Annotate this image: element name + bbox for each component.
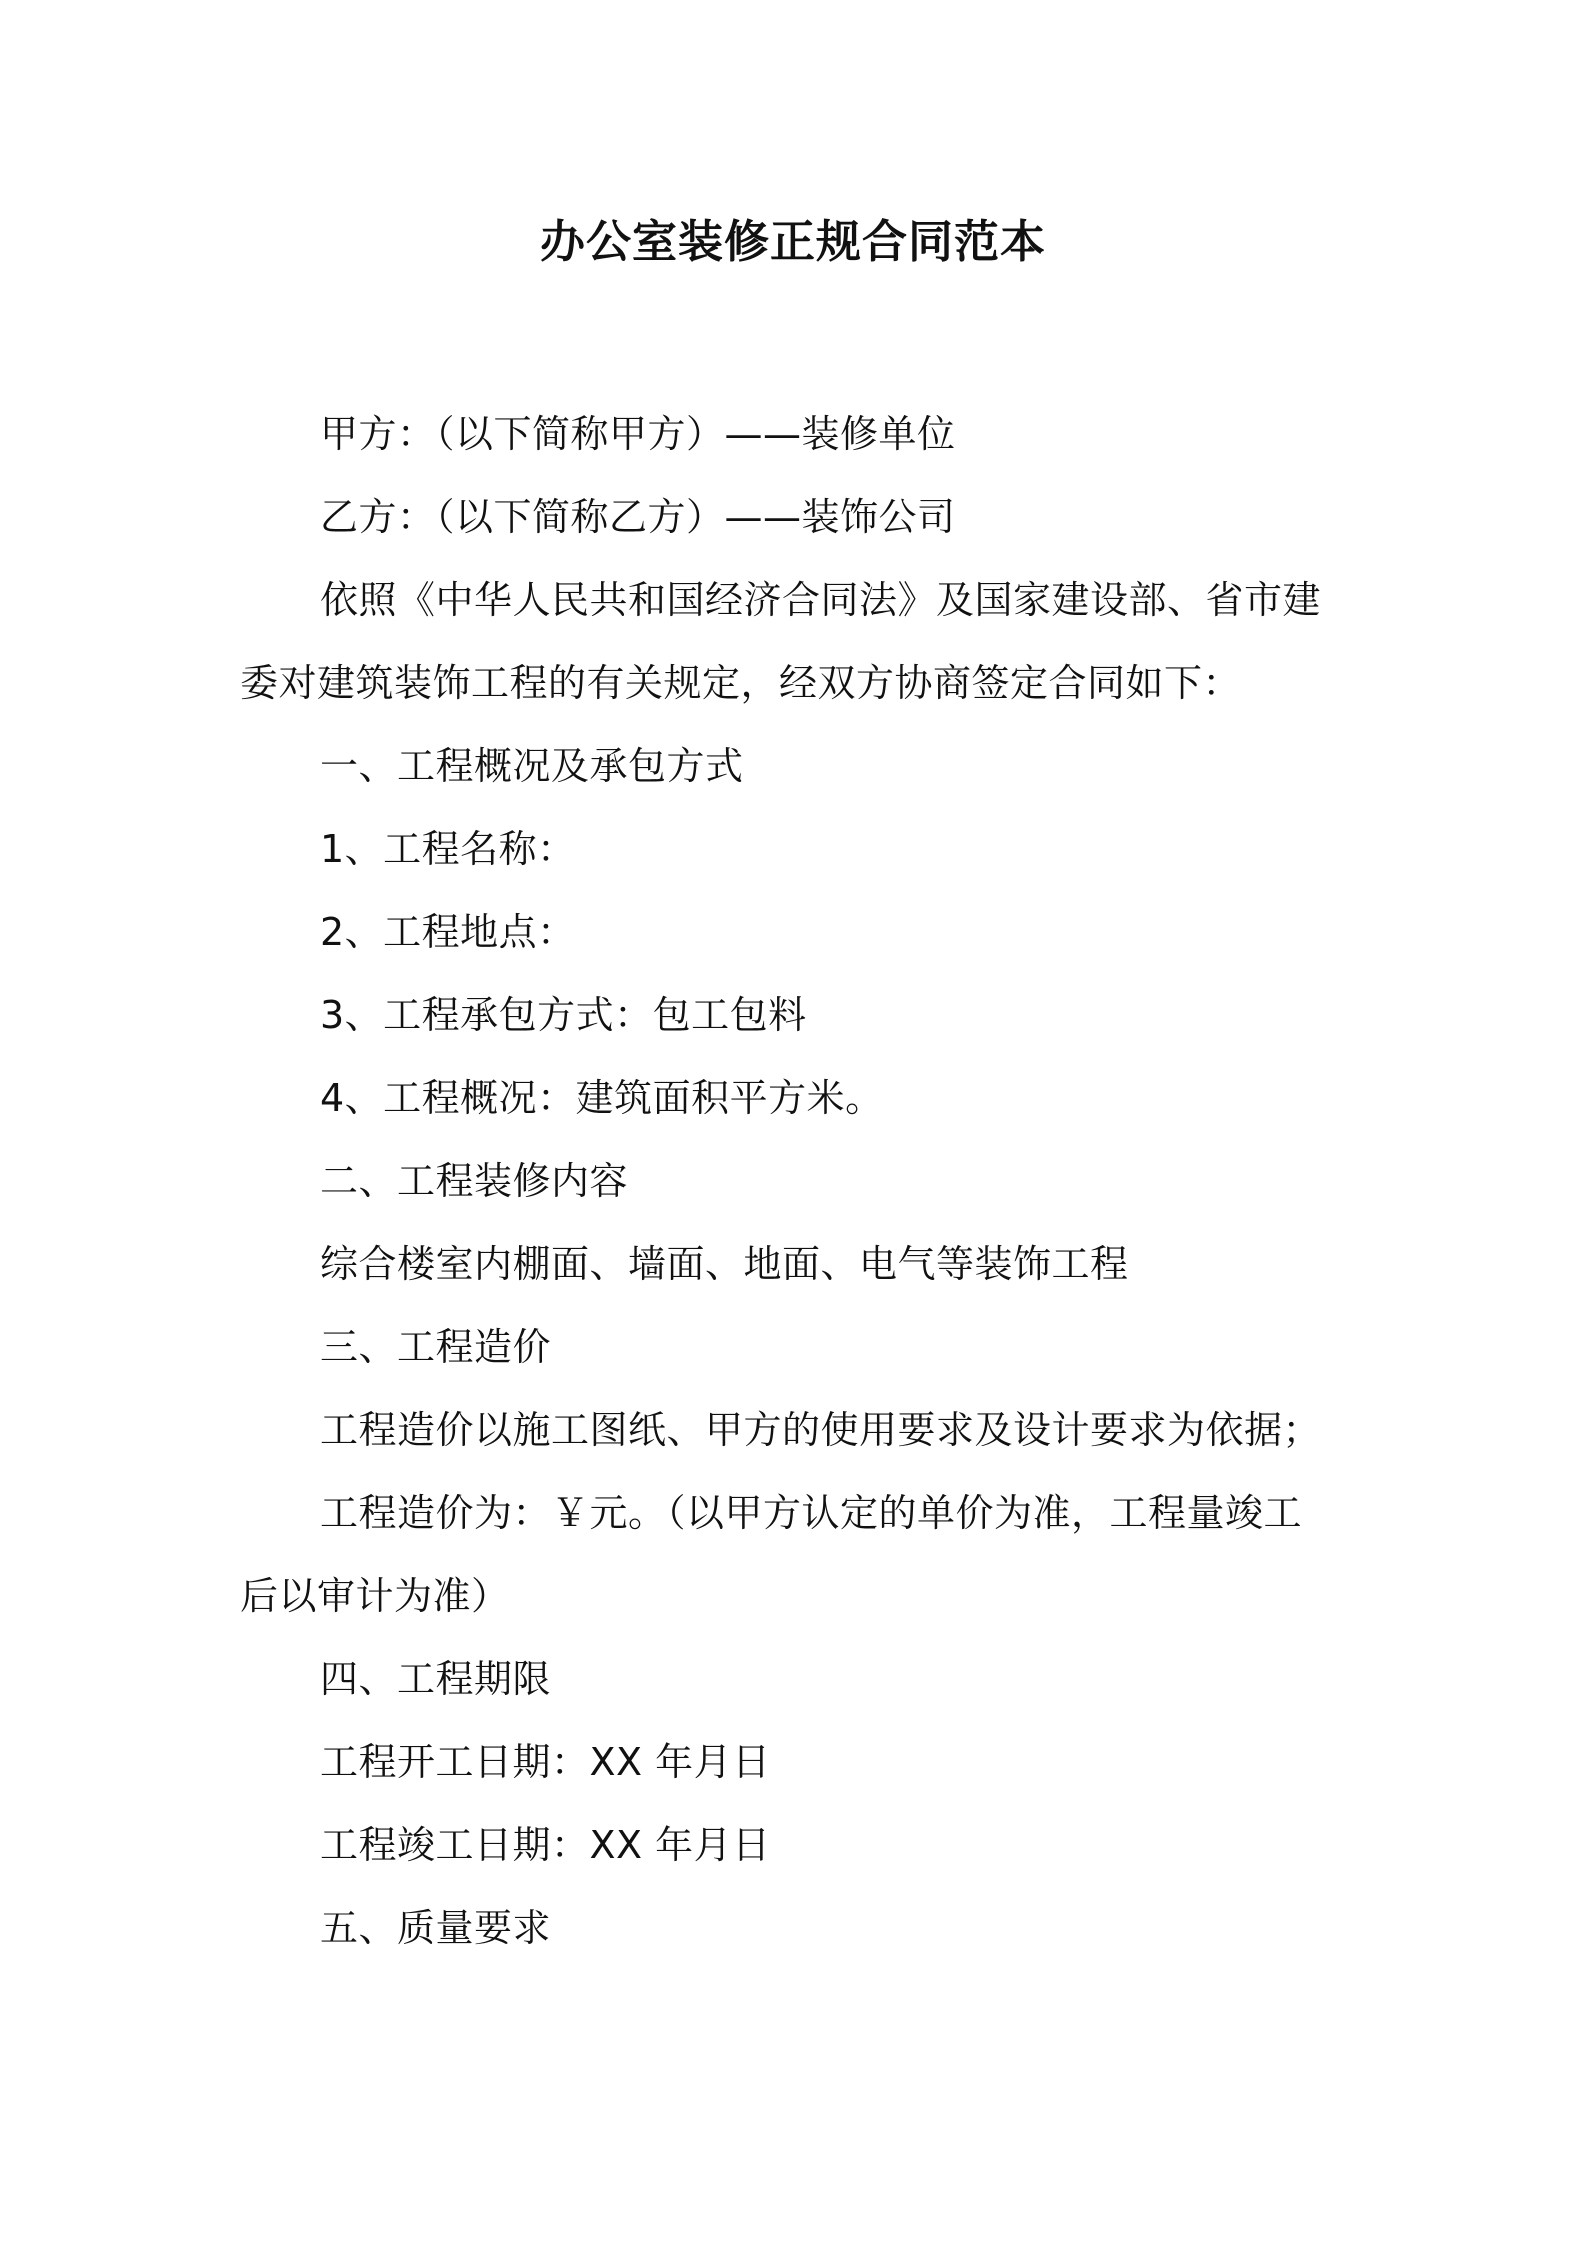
decoration-content-line: 综合楼室内棚面、墙面、地面、电气等装饰工程 (320, 1242, 1129, 1286)
preamble-line-1: 依照《中华人民共和国经济合同法》及国家建设部、省市建 (320, 578, 1322, 622)
item-project-overview: 4、工程概况：建筑面积平方米。 (320, 1076, 884, 1120)
section-heading-5: 五、质量要求 (320, 1906, 552, 1950)
preamble-line-2: 委对建筑装饰工程的有关规定，经双方协商签定合同如下： (240, 661, 1242, 705)
cost-amount-line-1: 工程造价为：￥元。（以甲方认定的单价为准，工程量竣工 (320, 1491, 1303, 1535)
item-project-name: 1、工程名称： (320, 827, 576, 871)
completion-date-line: 工程竣工日期：XX 年月日 (320, 1823, 771, 1867)
section-heading-2: 二、工程装修内容 (320, 1159, 629, 1203)
document-title: 办公室装修正规合同范本 (539, 215, 1046, 268)
party-b-line: 乙方：（以下简称乙方）——装饰公司 (320, 495, 956, 539)
section-heading-1: 一、工程概况及承包方式 (320, 744, 744, 788)
section-heading-3: 三、工程造价 (320, 1325, 552, 1369)
cost-amount-line-2: 后以审计为准） (240, 1574, 510, 1618)
section-heading-4: 四、工程期限 (320, 1657, 552, 1701)
item-project-location: 2、工程地点： (320, 910, 576, 954)
item-contract-method: 3、工程承包方式：包工包料 (320, 993, 807, 1037)
party-a-line: 甲方：（以下简称甲方）——装修单位 (320, 412, 956, 456)
cost-basis-line: 工程造价以施工图纸、甲方的使用要求及设计要求为依据； (320, 1408, 1322, 1452)
start-date-line: 工程开工日期：XX 年月日 (320, 1740, 771, 1784)
